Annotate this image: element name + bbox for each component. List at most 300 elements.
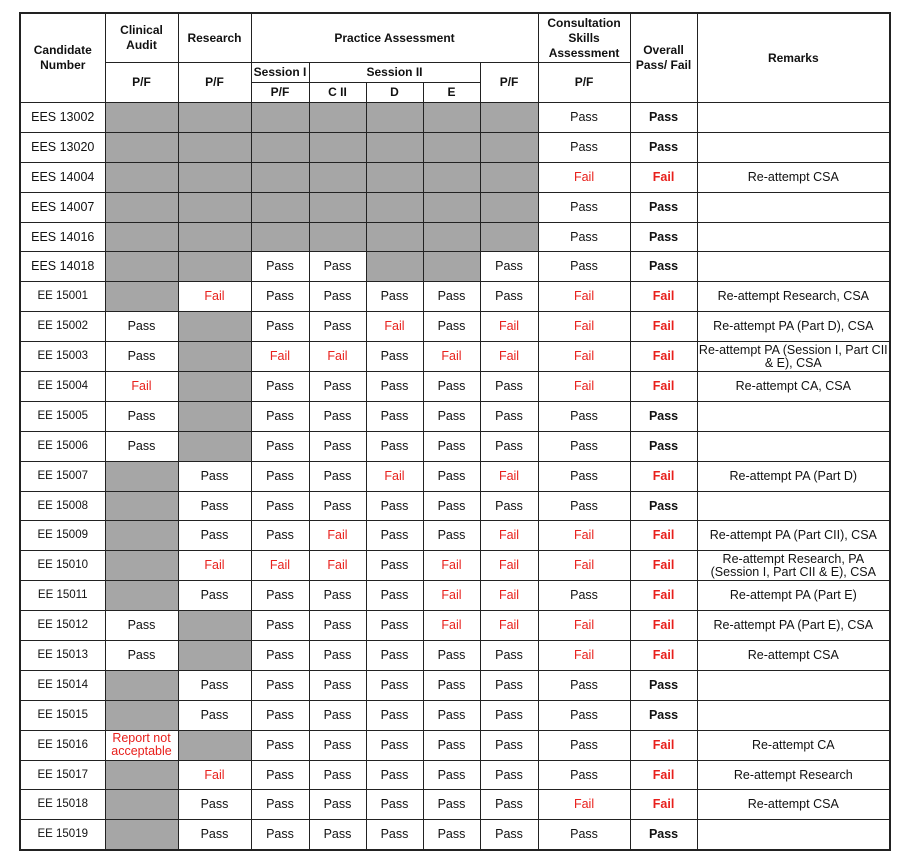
result-cell-s1: Pass — [251, 611, 309, 641]
result-cell-e: Pass — [423, 790, 480, 820]
remarks-cell — [697, 252, 890, 282]
result-cell-papf: Pass — [480, 700, 538, 730]
result-cell-d: Pass — [366, 491, 423, 521]
result-cell-res: Pass — [178, 820, 251, 850]
result-cell-ca — [105, 760, 178, 790]
remarks-cell: Re-attempt CSA — [697, 641, 890, 671]
result-cell-e: Fail — [423, 581, 480, 611]
result-cell-d: Pass — [366, 581, 423, 611]
result-cell-csa: Pass — [538, 730, 630, 760]
result-cell-res — [178, 431, 251, 461]
table-row — [20, 611, 890, 641]
result-cell-ca: Pass — [105, 401, 178, 431]
header-remarks: Remarks — [697, 13, 890, 103]
result-cell-c2: Pass — [309, 461, 366, 491]
result-cell-csa: Pass — [538, 222, 630, 252]
result-cell-papf: Pass — [480, 491, 538, 521]
result-cell-papf: Pass — [480, 282, 538, 312]
result-cell-e: Pass — [423, 730, 480, 760]
table-row — [20, 551, 890, 581]
result-cell-papf: Fail — [480, 551, 538, 581]
result-cell-c2: Pass — [309, 760, 366, 790]
result-cell-ca: Fail — [105, 372, 178, 402]
table-row — [20, 641, 890, 671]
table-row — [20, 192, 890, 222]
result-cell-csa: Fail — [538, 312, 630, 342]
result-cell-overall: Pass — [630, 700, 697, 730]
result-cell-c2 — [309, 192, 366, 222]
header-c2: C II — [309, 83, 366, 103]
result-cell-res — [178, 312, 251, 342]
header-e: E — [423, 83, 480, 103]
remarks-cell: Re-attempt CA — [697, 730, 890, 760]
result-cell-s1: Pass — [251, 670, 309, 700]
result-cell-ca — [105, 162, 178, 192]
result-cell-overall: Fail — [630, 790, 697, 820]
remarks-cell — [697, 700, 890, 730]
result-cell-s1 — [251, 103, 309, 133]
result-cell-e: Pass — [423, 312, 480, 342]
result-cell-res: Pass — [178, 700, 251, 730]
result-cell-d — [366, 103, 423, 133]
result-cell-s1: Pass — [251, 700, 309, 730]
result-cell-papf: Pass — [480, 730, 538, 760]
result-cell-csa: Pass — [538, 581, 630, 611]
table-row — [20, 252, 890, 282]
result-cell-papf: Pass — [480, 641, 538, 671]
result-cell-csa: Pass — [538, 491, 630, 521]
header-ca-pf: P/F — [105, 63, 178, 103]
candidate-number-cell: EE 15017 — [20, 760, 105, 790]
result-cell-ca — [105, 282, 178, 312]
result-cell-c2: Pass — [309, 312, 366, 342]
result-cell-overall: Fail — [630, 162, 697, 192]
result-cell-csa: Pass — [538, 760, 630, 790]
result-cell-ca — [105, 700, 178, 730]
result-cell-res: Fail — [178, 282, 251, 312]
result-cell-s1 — [251, 222, 309, 252]
result-cell-csa: Fail — [538, 551, 630, 581]
result-cell-csa: Fail — [538, 372, 630, 402]
result-cell-e: Pass — [423, 372, 480, 402]
result-cell-overall: Fail — [630, 611, 697, 641]
header-session-2: Session II — [309, 63, 480, 83]
result-cell-s1: Pass — [251, 431, 309, 461]
candidate-number-cell: EE 15018 — [20, 790, 105, 820]
remarks-cell: Re-attempt CSA — [697, 162, 890, 192]
table-row — [20, 372, 890, 402]
result-cell-e — [423, 192, 480, 222]
result-cell-overall: Pass — [630, 222, 697, 252]
candidate-number-cell: EE 15008 — [20, 491, 105, 521]
candidate-number-cell: EE 15019 — [20, 820, 105, 850]
result-cell-d: Pass — [366, 282, 423, 312]
result-cell-s1: Pass — [251, 820, 309, 850]
header-session-1: Session I — [251, 63, 309, 83]
header-consultation-skills: Consultation Skills Assessment — [538, 13, 630, 63]
result-cell-e: Pass — [423, 521, 480, 551]
result-cell-s1 — [251, 132, 309, 162]
result-cell-res: Pass — [178, 581, 251, 611]
remarks-cell — [697, 820, 890, 850]
result-cell-ca — [105, 461, 178, 491]
header-overall: Overall Pass/ Fail — [630, 13, 697, 103]
result-cell-ca — [105, 103, 178, 133]
result-cell-ca — [105, 192, 178, 222]
header-pa-pf: P/F — [480, 63, 538, 103]
candidate-number-cell: EE 15015 — [20, 700, 105, 730]
result-cell-d — [366, 162, 423, 192]
result-cell-ca — [105, 670, 178, 700]
result-cell-e: Pass — [423, 820, 480, 850]
table-row — [20, 820, 890, 850]
candidate-number-cell: EE 15013 — [20, 641, 105, 671]
result-cell-papf — [480, 192, 538, 222]
table-row — [20, 521, 890, 551]
remarks-cell — [697, 192, 890, 222]
result-cell-csa: Pass — [538, 103, 630, 133]
table-row — [20, 431, 890, 461]
result-cell-papf — [480, 103, 538, 133]
result-cell-c2: Pass — [309, 431, 366, 461]
result-cell-papf: Fail — [480, 581, 538, 611]
result-cell-d — [366, 252, 423, 282]
result-cell-papf: Pass — [480, 252, 538, 282]
candidate-number-cell: EES 14018 — [20, 252, 105, 282]
result-cell-csa: Fail — [538, 521, 630, 551]
header-csa-pf: P/F — [538, 63, 630, 103]
result-cell-c2 — [309, 132, 366, 162]
result-cell-ca — [105, 222, 178, 252]
result-cell-c2: Fail — [309, 551, 366, 581]
result-cell-papf: Pass — [480, 372, 538, 402]
result-cell-ca: Pass — [105, 312, 178, 342]
candidate-number-cell: EES 14004 — [20, 162, 105, 192]
remarks-cell — [697, 491, 890, 521]
result-cell-res — [178, 611, 251, 641]
result-cell-csa: Pass — [538, 461, 630, 491]
result-cell-d: Pass — [366, 611, 423, 641]
result-cell-s1: Pass — [251, 461, 309, 491]
remarks-cell — [697, 222, 890, 252]
result-cell-d: Pass — [366, 760, 423, 790]
result-cell-e — [423, 103, 480, 133]
candidate-number-cell: EE 15001 — [20, 282, 105, 312]
candidate-number-cell: EE 15006 — [20, 431, 105, 461]
result-cell-c2: Pass — [309, 401, 366, 431]
result-cell-e: Pass — [423, 431, 480, 461]
result-cell-overall: Fail — [630, 282, 697, 312]
result-cell-csa: Pass — [538, 820, 630, 850]
table-row — [20, 670, 890, 700]
result-cell-overall: Fail — [630, 521, 697, 551]
result-cell-ca — [105, 491, 178, 521]
remarks-cell: Re-attempt Research — [697, 760, 890, 790]
result-cell-papf: Pass — [480, 670, 538, 700]
table-row — [20, 491, 890, 521]
result-cell-csa: Pass — [538, 670, 630, 700]
result-cell-res — [178, 162, 251, 192]
remarks-cell — [697, 670, 890, 700]
result-cell-papf: Fail — [480, 342, 538, 372]
result-cell-ca — [105, 521, 178, 551]
result-cell-d: Pass — [366, 790, 423, 820]
result-cell-papf: Pass — [480, 431, 538, 461]
result-cell-s1: Pass — [251, 760, 309, 790]
result-cell-ca — [105, 581, 178, 611]
table-row — [20, 342, 890, 372]
candidate-number-cell: EE 15011 — [20, 581, 105, 611]
result-cell-c2: Pass — [309, 252, 366, 282]
result-cell-overall: Fail — [630, 461, 697, 491]
result-cell-csa: Fail — [538, 162, 630, 192]
result-cell-c2: Pass — [309, 581, 366, 611]
result-cell-e — [423, 252, 480, 282]
candidate-number-cell: EE 15014 — [20, 670, 105, 700]
remarks-cell: Re-attempt PA (Part D), CSA — [697, 312, 890, 342]
result-cell-e: Fail — [423, 342, 480, 372]
result-cell-s1: Pass — [251, 401, 309, 431]
result-cell-d: Pass — [366, 730, 423, 760]
remarks-cell: Re-attempt Research, CSA — [697, 282, 890, 312]
result-cell-ca — [105, 820, 178, 850]
candidate-number-cell: EES 13020 — [20, 132, 105, 162]
candidate-number-cell: EES 13002 — [20, 103, 105, 133]
remarks-cell: Re-attempt PA (Part CII), CSA — [697, 521, 890, 551]
result-cell-c2 — [309, 162, 366, 192]
result-cell-csa: Pass — [538, 252, 630, 282]
remarks-cell — [697, 132, 890, 162]
remarks-cell: Re-attempt PA (Part E), CSA — [697, 611, 890, 641]
table-row — [20, 222, 890, 252]
result-cell-s1: Pass — [251, 491, 309, 521]
result-cell-csa: Fail — [538, 611, 630, 641]
result-cell-s1: Pass — [251, 641, 309, 671]
result-cell-overall: Fail — [630, 581, 697, 611]
result-cell-d — [366, 132, 423, 162]
result-cell-c2: Fail — [309, 521, 366, 551]
result-cell-overall: Pass — [630, 401, 697, 431]
result-cell-c2 — [309, 222, 366, 252]
results-table — [19, 12, 891, 851]
header-d: D — [366, 83, 423, 103]
result-cell-c2: Pass — [309, 730, 366, 760]
result-cell-e — [423, 162, 480, 192]
result-cell-e: Pass — [423, 282, 480, 312]
result-cell-s1 — [251, 192, 309, 222]
result-cell-d — [366, 192, 423, 222]
result-cell-ca — [105, 790, 178, 820]
candidate-number-cell: EE 15007 — [20, 461, 105, 491]
result-cell-papf: Fail — [480, 611, 538, 641]
result-cell-d: Fail — [366, 312, 423, 342]
result-cell-c2: Pass — [309, 700, 366, 730]
remarks-cell — [697, 103, 890, 133]
result-cell-res: Pass — [178, 670, 251, 700]
candidate-number-cell: EE 15002 — [20, 312, 105, 342]
result-cell-csa: Fail — [538, 342, 630, 372]
result-cell-res: Pass — [178, 461, 251, 491]
result-cell-d: Pass — [366, 431, 423, 461]
result-cell-ca — [105, 551, 178, 581]
result-cell-res — [178, 103, 251, 133]
result-cell-c2: Fail — [309, 342, 366, 372]
remarks-cell — [697, 431, 890, 461]
table-row — [20, 132, 890, 162]
result-cell-res: Fail — [178, 760, 251, 790]
remarks-cell: Re-attempt Research, PA (Session I, Part CII & E), CSA — [697, 551, 890, 581]
header-clinical-audit: Clinical Audit — [105, 13, 178, 63]
result-cell-c2: Pass — [309, 820, 366, 850]
results-body — [20, 103, 890, 851]
result-cell-csa: Pass — [538, 192, 630, 222]
result-cell-overall: Fail — [630, 551, 697, 581]
result-cell-csa: Fail — [538, 790, 630, 820]
result-cell-e: Fail — [423, 611, 480, 641]
result-cell-d: Fail — [366, 461, 423, 491]
result-cell-papf: Pass — [480, 820, 538, 850]
result-cell-res — [178, 192, 251, 222]
result-cell-c2: Pass — [309, 641, 366, 671]
result-cell-ca — [105, 132, 178, 162]
result-cell-csa: Pass — [538, 431, 630, 461]
result-cell-papf — [480, 222, 538, 252]
result-cell-res: Pass — [178, 521, 251, 551]
candidate-number-cell: EE 15005 — [20, 401, 105, 431]
result-cell-d: Pass — [366, 401, 423, 431]
result-cell-res — [178, 641, 251, 671]
result-cell-e: Pass — [423, 401, 480, 431]
result-cell-s1: Pass — [251, 372, 309, 402]
result-cell-d: Pass — [366, 342, 423, 372]
result-cell-s1: Fail — [251, 551, 309, 581]
result-cell-c2: Pass — [309, 670, 366, 700]
result-cell-csa: Pass — [538, 132, 630, 162]
result-cell-overall: Pass — [630, 820, 697, 850]
result-cell-e: Pass — [423, 491, 480, 521]
result-cell-res — [178, 401, 251, 431]
table-row — [20, 461, 890, 491]
result-cell-overall: Pass — [630, 103, 697, 133]
header-session-1-pf: P/F — [251, 83, 309, 103]
table-row — [20, 401, 890, 431]
result-cell-csa: Pass — [538, 401, 630, 431]
result-cell-e: Pass — [423, 641, 480, 671]
result-cell-e: Pass — [423, 760, 480, 790]
result-cell-ca: Report not acceptable — [105, 730, 178, 760]
candidate-number-cell: EE 15010 — [20, 551, 105, 581]
result-cell-c2: Pass — [309, 611, 366, 641]
table-row — [20, 103, 890, 133]
result-cell-s1: Pass — [251, 252, 309, 282]
result-cell-papf: Pass — [480, 760, 538, 790]
table-row — [20, 312, 890, 342]
remarks-cell: Re-attempt PA (Part E) — [697, 581, 890, 611]
result-cell-s1: Pass — [251, 312, 309, 342]
result-cell-s1: Pass — [251, 521, 309, 551]
result-cell-overall: Pass — [630, 491, 697, 521]
candidate-number-cell: EE 15004 — [20, 372, 105, 402]
candidate-number-cell: EE 15009 — [20, 521, 105, 551]
result-cell-overall: Fail — [630, 760, 697, 790]
remarks-cell: Re-attempt PA (Session I, Part CII & E), CSA — [697, 342, 890, 372]
result-cell-overall: Pass — [630, 132, 697, 162]
result-cell-ca: Pass — [105, 641, 178, 671]
result-cell-res: Pass — [178, 491, 251, 521]
result-cell-overall: Pass — [630, 431, 697, 461]
result-cell-d: Pass — [366, 700, 423, 730]
result-cell-d: Pass — [366, 820, 423, 850]
result-cell-overall: Pass — [630, 192, 697, 222]
table-row — [20, 730, 890, 760]
result-cell-csa: Fail — [538, 282, 630, 312]
result-cell-overall: Pass — [630, 670, 697, 700]
table-row — [20, 581, 890, 611]
candidate-number-cell: EES 14016 — [20, 222, 105, 252]
result-cell-e — [423, 132, 480, 162]
result-cell-s1 — [251, 162, 309, 192]
result-cell-s1: Pass — [251, 790, 309, 820]
result-cell-ca: Pass — [105, 611, 178, 641]
result-cell-e: Pass — [423, 461, 480, 491]
table-row — [20, 162, 890, 192]
result-cell-e: Pass — [423, 670, 480, 700]
header-practice-assessment: Practice Assessment — [251, 13, 538, 63]
result-cell-res — [178, 132, 251, 162]
result-cell-papf: Fail — [480, 461, 538, 491]
result-cell-d — [366, 222, 423, 252]
table-row — [20, 760, 890, 790]
result-cell-overall: Pass — [630, 252, 697, 282]
header-research-pf: P/F — [178, 63, 251, 103]
result-cell-d: Pass — [366, 641, 423, 671]
result-cell-d: Pass — [366, 521, 423, 551]
result-cell-papf: Fail — [480, 521, 538, 551]
result-cell-e: Pass — [423, 700, 480, 730]
result-cell-d: Pass — [366, 372, 423, 402]
result-cell-overall: Fail — [630, 641, 697, 671]
result-cell-s1: Pass — [251, 581, 309, 611]
result-cell-res — [178, 730, 251, 760]
result-cell-c2: Pass — [309, 790, 366, 820]
result-cell-csa: Pass — [538, 700, 630, 730]
result-cell-d: Pass — [366, 551, 423, 581]
result-cell-papf: Pass — [480, 790, 538, 820]
result-cell-e — [423, 222, 480, 252]
result-cell-papf — [480, 162, 538, 192]
result-cell-s1: Pass — [251, 282, 309, 312]
result-cell-res: Pass — [178, 790, 251, 820]
table-row — [20, 790, 890, 820]
result-cell-c2: Pass — [309, 372, 366, 402]
result-cell-ca — [105, 252, 178, 282]
result-cell-papf: Pass — [480, 401, 538, 431]
result-cell-res — [178, 222, 251, 252]
result-cell-s1: Pass — [251, 730, 309, 760]
result-cell-e: Fail — [423, 551, 480, 581]
result-cell-s1: Fail — [251, 342, 309, 372]
result-cell-res — [178, 252, 251, 282]
result-cell-ca: Pass — [105, 342, 178, 372]
result-cell-res: Fail — [178, 551, 251, 581]
remarks-cell: Re-attempt CA, CSA — [697, 372, 890, 402]
result-cell-d: Pass — [366, 670, 423, 700]
header-research: Research — [178, 13, 251, 63]
remarks-cell: Re-attempt PA (Part D) — [697, 461, 890, 491]
result-cell-c2: Pass — [309, 282, 366, 312]
result-cell-res — [178, 342, 251, 372]
result-cell-papf: Fail — [480, 312, 538, 342]
